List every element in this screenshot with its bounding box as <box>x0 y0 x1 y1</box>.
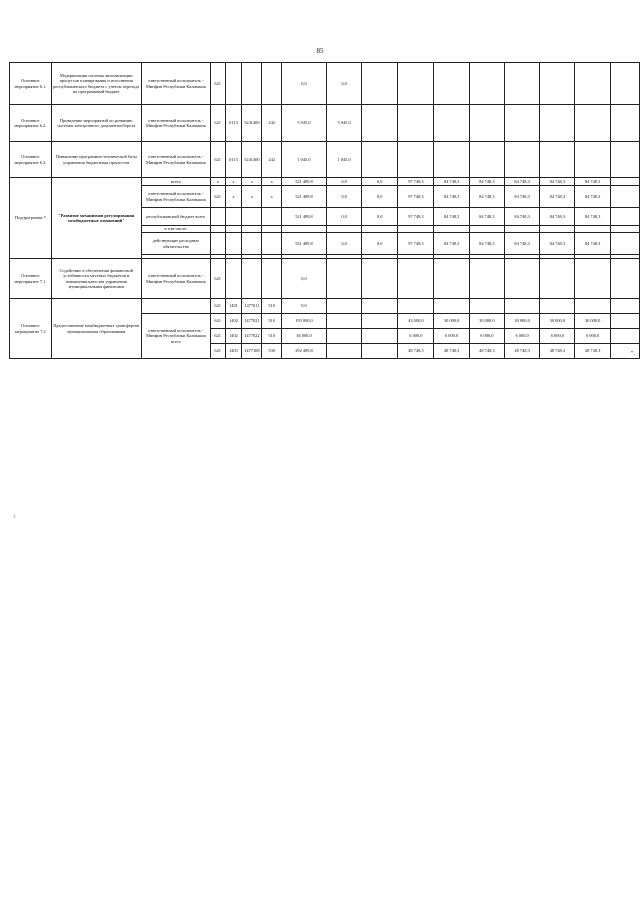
table-cell <box>540 63 575 105</box>
table-cell <box>398 63 434 105</box>
table-cell <box>434 142 469 178</box>
table-cell: 84 748,3 <box>575 178 610 186</box>
table-cell <box>362 314 398 329</box>
table-cell <box>504 259 539 299</box>
table-cell <box>326 299 361 314</box>
table-cell: 5 945,0 <box>282 105 327 142</box>
table-cell <box>540 299 575 314</box>
table-cell: 0,0 <box>326 233 361 255</box>
table-cell <box>610 178 639 186</box>
table-cell <box>575 259 610 299</box>
table-cell: 621 <box>210 314 225 329</box>
table-cell <box>610 233 639 255</box>
table-cell: 5 945,0 <box>326 105 361 142</box>
table-cell: 521 489,8 <box>282 208 327 226</box>
table-cell <box>610 344 639 359</box>
table-cell <box>504 63 539 105</box>
table-cell <box>225 233 242 255</box>
table-cell: х <box>242 178 262 186</box>
table-cell <box>540 142 575 178</box>
table-cell <box>469 142 504 178</box>
table-cell <box>540 226 575 233</box>
table-cell: Основное мероприятие 6.3. <box>10 142 52 178</box>
table-cell: х <box>262 186 282 208</box>
table-cell <box>469 105 504 142</box>
table-cell <box>610 299 639 314</box>
table-cell <box>242 208 262 226</box>
table-cell <box>326 259 361 299</box>
table-cell: 1401 <box>225 299 242 314</box>
table-cell: 0113 <box>225 142 242 178</box>
table-cell: 621 <box>210 299 225 314</box>
table-cell <box>434 226 469 233</box>
table-cell: 6 000,0 <box>575 329 610 344</box>
table-cell <box>434 259 469 299</box>
table-cell: ответственный исполнитель - Минфин Республики Калмыкия <box>141 142 210 178</box>
table-cell: 1477011 <box>242 299 262 314</box>
table-cell: 5241400 <box>242 105 262 142</box>
table-cell: 84 748,3 <box>504 208 539 226</box>
table-cell <box>225 259 242 299</box>
table-cell <box>141 299 210 314</box>
table-cell <box>242 233 262 255</box>
table-cell: Подпрограмма 7 <box>10 178 52 259</box>
table-cell: ответственный исполнитель - Минфин Республики Калмыкия <box>141 63 210 105</box>
table-cell <box>326 226 361 233</box>
table-cell <box>469 63 504 105</box>
table-cell <box>504 226 539 233</box>
table-cell: х <box>242 186 262 208</box>
table-cell <box>610 226 639 233</box>
table-cell: Модернизация системы автоматизации процессов планирования и исполнения республиканского бюджета с учетом перехода на программный бюджет <box>51 63 141 105</box>
table-cell: 6 000,0 <box>469 329 504 344</box>
table-cell: 242 <box>262 105 282 142</box>
table-cell: в том числе: <box>141 226 210 233</box>
table-cell <box>575 299 610 314</box>
table-cell: 521 489,8 <box>282 186 327 208</box>
table-cell: 1 045,0 <box>326 142 361 178</box>
table-cell: 242 <box>262 142 282 178</box>
table-cell <box>610 142 639 178</box>
table-cell: действующие расходные обязательства <box>141 233 210 255</box>
table-cell <box>610 63 639 105</box>
table-cell <box>610 259 639 299</box>
table-cell: 84 748,3 <box>504 233 539 255</box>
table-cell: 48 748,3 <box>504 344 539 359</box>
table-cell: 48 748,3 <box>469 344 504 359</box>
table-cell <box>575 226 610 233</box>
table-cell: 97 748,3 <box>398 178 434 186</box>
table-cell <box>326 314 361 329</box>
table-cell <box>210 233 225 255</box>
table-cell: 621 <box>210 259 225 299</box>
table-cell <box>540 259 575 299</box>
table-cell: Основное мероприятие 7.1. <box>10 259 52 299</box>
table-cell <box>262 259 282 299</box>
table-cell <box>326 329 361 344</box>
table-cell: 30 000,0 <box>469 314 504 329</box>
table-cell: 621 <box>210 142 225 178</box>
table-cell <box>362 344 398 359</box>
page-number: 85 <box>316 47 324 55</box>
table-cell: 36 000,0 <box>282 329 327 344</box>
table-cell <box>210 226 225 233</box>
table-cell: 84 748,3 <box>434 186 469 208</box>
table-cell: 84 748,3 <box>540 233 575 255</box>
table-cell <box>504 299 539 314</box>
table-cell: х <box>225 178 242 186</box>
table-cell: Основное мероприятие 6.1. <box>10 63 52 105</box>
table-cell <box>362 142 398 178</box>
table-cell <box>610 208 639 226</box>
table-cell: 0,0 <box>362 178 398 186</box>
table-cell: 0,0 <box>282 299 327 314</box>
table-cell: 521 489,8 <box>282 178 327 186</box>
table-cell: 0,0 <box>362 208 398 226</box>
table-cell: Предоставление межбюджетных трансфертов муниципальным образованиям <box>51 299 141 359</box>
table-cell: Проведение мероприятий по развитию системы электронного документооборота <box>51 105 141 142</box>
table-cell: 1477021 <box>242 314 262 329</box>
table-cell <box>282 226 327 233</box>
table-cell <box>362 329 398 344</box>
table-cell: 84 748,3 <box>434 208 469 226</box>
table-cell: 0,0 <box>282 63 327 105</box>
table-cell: республиканский бюджет всего <box>141 208 210 226</box>
table-cell: 1 045,0 <box>282 142 327 178</box>
table-cell: Основное мероприятие 6.2. <box>10 105 52 142</box>
table-cell: 84 748,3 <box>469 178 504 186</box>
table-cell: 621 <box>210 329 225 344</box>
table-cell <box>504 105 539 142</box>
table-cell: 6 000,0 <box>398 329 434 344</box>
table-cell: 6 000,0 <box>434 329 469 344</box>
table-cell: 621 <box>210 344 225 359</box>
table-cell <box>398 299 434 314</box>
table-cell <box>469 259 504 299</box>
table-cell <box>398 105 434 142</box>
table-cell: всего <box>141 178 210 186</box>
table-cell <box>398 226 434 233</box>
table-cell <box>434 105 469 142</box>
table-cell: 6 000,0 <box>504 329 539 344</box>
table-cell: 84 748,3 <box>504 178 539 186</box>
table-cell <box>575 105 610 142</box>
table-cell <box>434 63 469 105</box>
table-cell: 0,0 <box>326 186 361 208</box>
table-cell: х <box>262 178 282 186</box>
table-cell <box>362 259 398 299</box>
table-row <box>10 178 640 186</box>
table-cell: 0,0 <box>326 178 361 186</box>
table-cell: 84 748,3 <box>469 186 504 208</box>
table-cell: 84 748,3 <box>540 178 575 186</box>
table-cell: 48 748,3 <box>434 344 469 359</box>
table-cell: 84 748,3 <box>575 208 610 226</box>
table-cell: 0,0 <box>362 186 398 208</box>
table-cell <box>262 63 282 105</box>
table-cell: 97 748,3 <box>398 208 434 226</box>
table-cell: 84 748,3 <box>434 233 469 255</box>
table-cell: 84 748,3 <box>575 186 610 208</box>
table-cell: Основное мероприятие 7.2 <box>10 299 52 359</box>
table-cell: ответственный исполнитель - Минфин Республики Калмыкия всего <box>141 314 210 359</box>
table-cell: 84 748,3 <box>469 208 504 226</box>
table-cell: 30 000,0 <box>434 314 469 329</box>
table-cell <box>469 226 504 233</box>
table-cell <box>610 314 639 329</box>
table-cell <box>225 208 242 226</box>
table-cell: 1403 <box>225 344 242 359</box>
table-cell: 48 748,3 <box>575 344 610 359</box>
table-cell <box>362 299 398 314</box>
table-cell <box>225 226 242 233</box>
table-cell: 30 000,0 <box>575 314 610 329</box>
table-cell: 30 000,0 <box>540 314 575 329</box>
table-cell: 1477108 <box>242 344 262 359</box>
table-row <box>10 105 640 142</box>
table-cell: 48 748,3 <box>398 344 434 359</box>
table-cell: 521 489,8 <box>282 233 327 255</box>
table-cell: 510 <box>262 329 282 344</box>
table-cell: 510 <box>262 314 282 329</box>
table-cell: ответственный исполнитель - Минфин Республики Калмыкия <box>141 259 210 299</box>
table-cell <box>610 105 639 142</box>
budget-table <box>9 62 640 359</box>
table-cell <box>504 142 539 178</box>
table-cell <box>225 63 242 105</box>
table-cell: 48 748,3 <box>540 344 575 359</box>
table-cell: 1477022 <box>242 329 262 344</box>
table-cell <box>262 226 282 233</box>
table-cell <box>262 208 282 226</box>
table-cell: 84 748,3 <box>504 186 539 208</box>
table-cell: х <box>225 186 242 208</box>
table-cell: 510 <box>262 299 282 314</box>
table-cell <box>326 344 361 359</box>
table-cell <box>575 142 610 178</box>
table-cell: 0,0 <box>282 259 327 299</box>
table-cell: 84 748,3 <box>469 233 504 255</box>
table-cell: ответственный исполнитель - Минфин Республики Калмыкия <box>141 105 210 142</box>
table-cell <box>540 105 575 142</box>
table-cell: 530 <box>262 344 282 359</box>
table-cell <box>434 299 469 314</box>
table-cell: 43 000,0 <box>398 314 434 329</box>
table-cell: "Развитие механизмов регулирования межбюджетных отношений" <box>51 178 141 259</box>
table-cell: 0,0 <box>326 63 361 105</box>
table-cell: 0,0 <box>326 208 361 226</box>
table-cell: 84 748,3 <box>434 178 469 186</box>
table-cell <box>362 105 398 142</box>
table-cell: 84 748,3 <box>540 208 575 226</box>
table-cell <box>242 63 262 105</box>
table-cell <box>469 299 504 314</box>
table-cell: 193 000,0 <box>282 314 327 329</box>
table-row <box>10 299 640 314</box>
table-cell <box>262 233 282 255</box>
table-cell <box>210 208 225 226</box>
table-cell: Повышение программно-технической базы управления бюджетным процессом <box>51 142 141 178</box>
table-cell: 97 748,3 <box>398 186 434 208</box>
table-cell: 621 <box>210 63 225 105</box>
table-cell: 0,0 <box>362 233 398 255</box>
table-cell <box>398 142 434 178</box>
table-row <box>10 142 640 178</box>
table-cell: Содействие в обеспечении финансовой устойчивости местных бюджетов и повышения качества управления муниципальными финансами <box>51 259 141 299</box>
table-cell: 5241400 <box>242 142 262 178</box>
table-cell: х <box>210 178 225 186</box>
table-cell: 1402 <box>225 314 242 329</box>
table-row <box>10 259 640 299</box>
table-cell: 292 489,8 <box>282 344 327 359</box>
table-cell: 30 000,0 <box>504 314 539 329</box>
table-cell <box>575 63 610 105</box>
table-cell: 84 748,3 <box>540 186 575 208</box>
table-cell <box>610 186 639 208</box>
table-cell: 621 <box>210 186 225 208</box>
table-cell: 84 748,3 <box>575 233 610 255</box>
table-cell <box>362 226 398 233</box>
margin-mark: 3 <box>13 515 16 520</box>
table-cell: ответственный исполнитель - Минфин Республики Калмыкия <box>141 186 210 208</box>
table-cell <box>242 226 262 233</box>
table-cell: 97 748,3 <box>398 233 434 255</box>
table-cell <box>362 63 398 105</box>
table-cell <box>398 259 434 299</box>
table-row <box>10 63 640 105</box>
table-cell: 621 <box>210 105 225 142</box>
table-cell: 0113 <box>225 105 242 142</box>
table-cell <box>242 259 262 299</box>
table-cell <box>610 329 639 344</box>
closing-quote-mark: ". <box>631 351 635 357</box>
table-cell: 6 000,0 <box>540 329 575 344</box>
table-cell: 1402 <box>225 329 242 344</box>
